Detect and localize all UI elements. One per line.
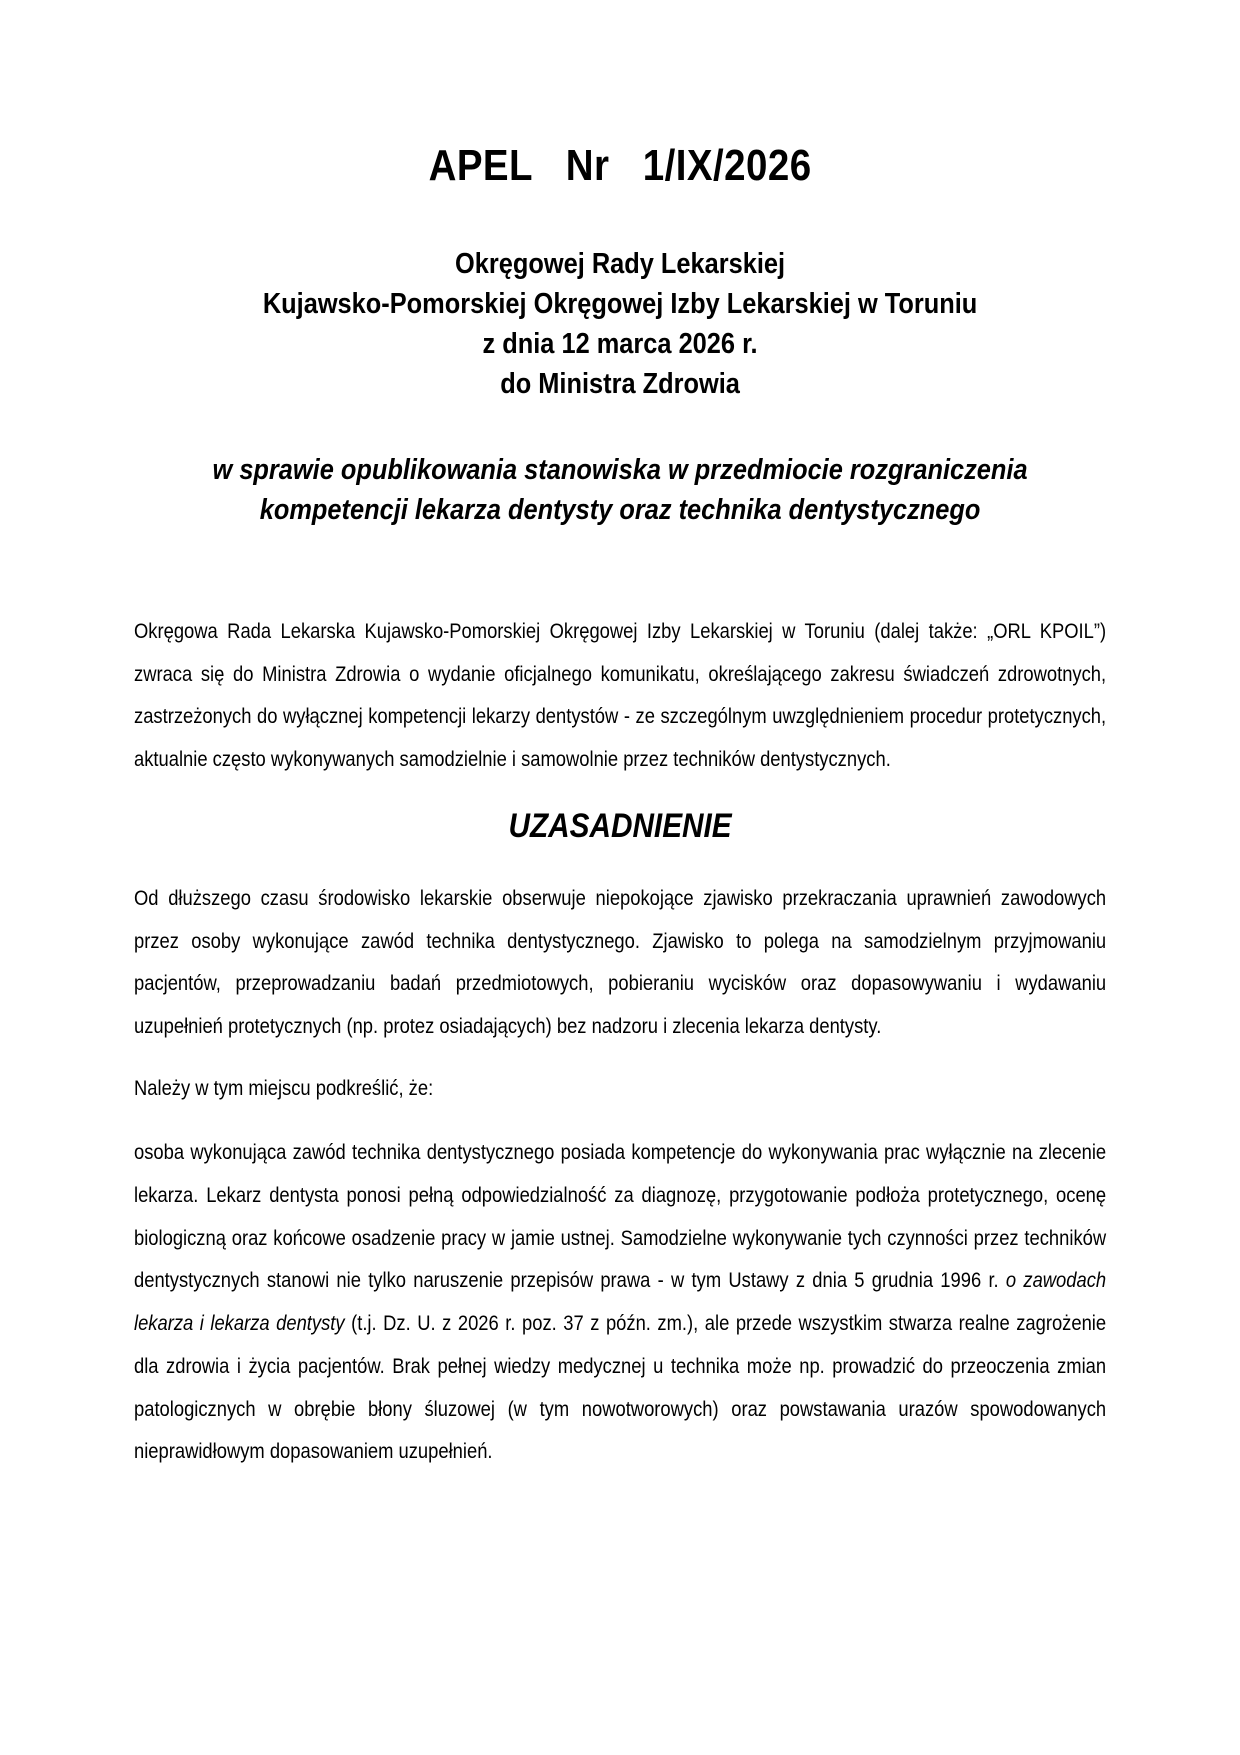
competence-text-after-law: (t.j. Dz. U. z 2026 r. poz. 37 z późn. zm.), ale przede wszystkim stwarza realne zagrożenie dla zdrowia i życia pacjentów. Brak pełnej wiedzy medycznej u technika może np. prowadzić do przeoczenia zmian patologicznych w obrębie błony śluzowej (w tym nowotworowych) oraz powstawania urazów spowodowanych nieprawidłowym dopasowaniem uzupełnień.	[134, 1312, 1107, 1464]
subject-line-1: w sprawie opublikowania stanowiska w przedmiocie rozgraniczenia	[212, 454, 1028, 486]
addressee-line-chamber: Kujawsko-Pomorskiej Okręgowej Izby Lekarskiej w Toruniu	[262, 288, 978, 320]
addressee-line-minister: do Ministra Zdrowia	[500, 368, 740, 400]
intro-paragraph: Okręgowa Rada Lekarska Kujawsko-Pomorskiej Okręgowej Izby Lekarskiej w Toruniu (dalej także: „ORL KPOIL”) zwraca się do Ministra Zdrowia o wydanie oficjalnego komunikatu, określającego zakresu świadczeń zdrowotnych, zastrzeżonych do wyłącznej kompetencji lekarzy dentystów - ze szczególnym uwzględnieniem procedur protetycznych, aktualnie często wykonywanych samodzielnie i samowolnie przez techników dentystycznych.	[134, 620, 1107, 772]
justification-heading: UZASADNIENIE	[508, 806, 732, 845]
document-content	[134, 140, 1106, 1474]
addressee-line-council: Okręgowej Rady Lekarskiej	[455, 248, 786, 280]
observation-paragraph: Od dłuższego czasu środowisko lekarskie obserwuje niepokojące zjawisko przekraczania uprawnień zawodowych przez osoby wykonujące zawód technika dentystycznego. Zjawisko to polega na samodzielnym przyjmowaniu pacjentów, przeprowadzaniu badań przedmiotowych, pobieraniu wycisków oraz dopasowywaniu i wydawaniu uzupełnień protetycznych (np. protez osiadających) bez nadzoru i zlecenia lekarza dentysty.	[134, 886, 1107, 1038]
addressee-block	[134, 244, 1106, 404]
competence-paragraph	[134, 1132, 1106, 1474]
addressee-line-date: z dnia 12 marca 2026 r.	[482, 328, 758, 360]
competence-text-before-law: osoba wykonująca zawód technika dentystycznego posiada kompetencje do wykonywania prac wyłącznie na zlecenie lekarza. Lekarz dentysta ponosi pełną odpowiedzialność za diagnozę, przygotowanie podłoża protetycznego, ocenę biologiczną oraz końcowe osadzenie pracy w jamie ustnej. Samodzielne wykonywanie tych czynności przez techników dentystycznych stanowi nie tylko naruszenie przepisów prawa - w tym Ustawy z dnia 5 grudnia 1996 r.	[134, 1141, 1107, 1293]
law-title-italic: o zawodach lekarza i lekarza dentysty	[134, 1269, 1107, 1336]
subject-block	[134, 450, 1106, 530]
subject-line-2: kompetencji lekarza dentysty oraz technika dentystycznego	[259, 494, 981, 526]
document-title: APEL Nr 1/IX/2026	[428, 141, 812, 190]
emphasis-lead-paragraph: Należy w tym miejscu podkreślić, że:	[134, 1076, 434, 1100]
